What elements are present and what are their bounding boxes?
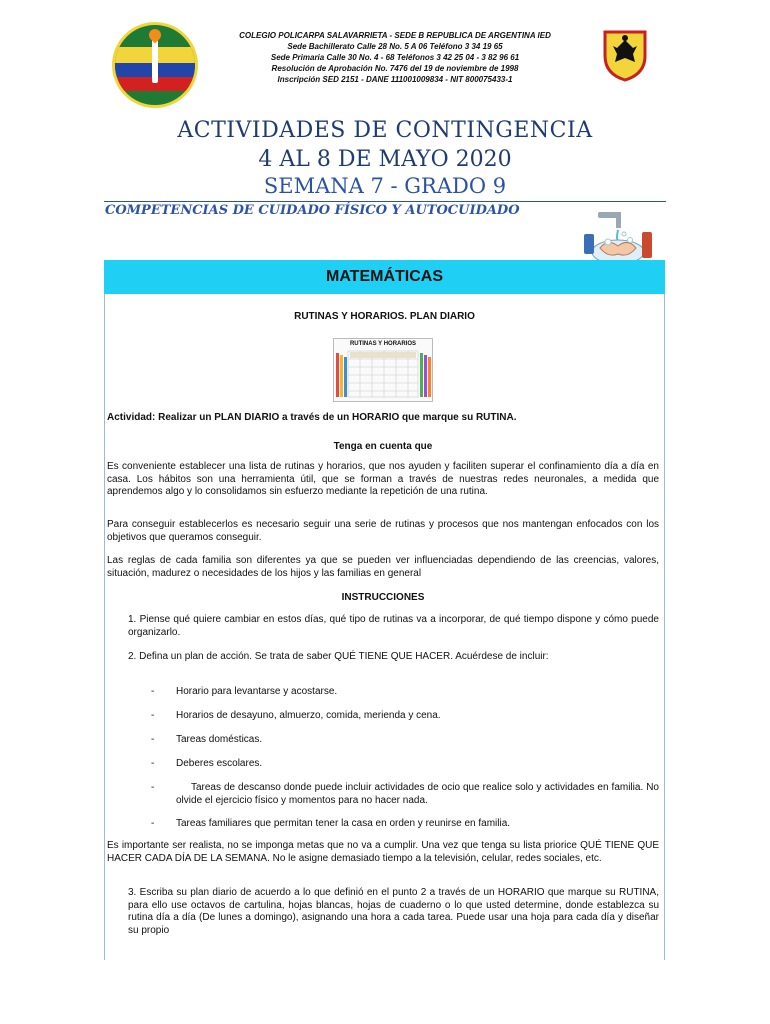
paragraph-1: Es conveniente establecer una lista de rutinas y horarios, que nos ayuden y faciliten superar el confinamiento día a día en casa. Los hábitos son una herramienta útil, que se forman a través de nuestras redes neuronales, a medida que aprendemos algo y lo consolidamos sin esfuerzo mediante la repetición de una rutina.: [107, 461, 659, 497]
bullet-dash: -: [151, 818, 155, 829]
instruction-step-3: 3. Escriba su plan diario de acuerdo a lo que definió en el punto 2 a través de un HORARIO que marque su RUTINA, para ello use octavos de cartulina, hojas blancas, hojas de cuaderno o lo que usted determine, donde establezca su rutina día a día (De lunes a domingo), asignando una hora a cada tarea. Puede usar una hoja para cada día y diseñar su propio: [128, 887, 659, 936]
paragraph-4: Es importante ser realista, no se imponga metas que no va a cumplir. Una vez que tenga su lista priorice QUÉ TIENE QUE HACER CADA DÍA DE LA SEMANA. No le asigne demasiado tiempo a la televisión, celular, redes sociales, etc.: [107, 840, 659, 864]
routines-schedule-poster-image: [333, 338, 433, 402]
title-divider: [104, 201, 666, 202]
bullet-dash: -: [151, 782, 155, 793]
bullet-dash: -: [151, 734, 155, 745]
bogota-coat-of-arms-logo: [597, 26, 653, 82]
activity-statement: Actividad: Realizar un PLAN DIARIO a través de un HORARIO que marque su RUTINA.: [107, 412, 517, 423]
header-line-4: Resolución de Aprobación No. 7476 del 19 de noviembre de 1998: [271, 64, 519, 73]
school-crest-logo: [112, 22, 198, 108]
bullet-dash: -: [151, 758, 155, 769]
header-line-3: Sede Primaria Calle 30 No. 4 - 68 Teléfonos 3 42 25 04 - 3 82 96 61: [270, 53, 520, 62]
bullet-item: Deberes escolares.: [176, 758, 263, 769]
tenga-en-cuenta-heading: Tenga en cuenta que: [333, 441, 433, 452]
bullet-item: Tareas familiares que permitan tener la casa en orden y reunirse en familia.: [176, 818, 511, 829]
header-line-1: COLEGIO POLICARPA SALAVARRIETA - SEDE B REPUBLICA DE ARGENTINA IED: [239, 31, 551, 40]
paragraph-2: Para conseguir establecerlos es necesario seguir una serie de rutinas y procesos que nos mantengan enfocados con los objetivos que queramos conseguir.: [107, 519, 659, 543]
instruction-step-1: 1. Piense qué quiere cambiar en estos días, qué tipo de rutinas va a incorporar, de qué tiempo dispone y cómo puede organizarlo.: [128, 614, 659, 638]
paragraph-3: Las reglas de cada familia son diferentes ya que se pueden ver influenciadas dependiendo de las creencias, valores, situación, madurez o necesidades de los hijos y las familias en general: [107, 555, 659, 579]
competencias-heading: COMPETENCIAS DE CUIDADO FÍSICO Y AUTOCUIDADO: [105, 203, 520, 218]
bullet-item: Tareas de descanso donde puede incluir actividades de ocio que realice solo y actividades en familia. No olvide el ejercicio físico y momentos para no hacer nada.: [176, 782, 662, 806]
bullet-item: Tareas domésticas.: [176, 734, 263, 745]
header-line-2: Sede Bachillerato Calle 28 No. 5 A 06 Teléfono 3 34 19 65: [287, 42, 503, 51]
instruction-step-2: 2. Defina un plan de acción. Se trata de saber QUÉ TIENE QUE HACER. Acuérdese de incluir:: [128, 651, 549, 662]
subject-heading: MATEMÁTICAS: [104, 260, 665, 294]
title-line-1: ACTIVIDADES DE CONTINGENCIA: [177, 118, 593, 143]
bullet-dash: -: [151, 710, 155, 721]
bullet-dash: -: [151, 686, 155, 697]
bullet-item: Horario para levantarse y acostarse.: [176, 686, 338, 697]
instrucciones-heading: INSTRUCCIONES: [341, 592, 425, 603]
section-subtitle: RUTINAS Y HORARIOS. PLAN DIARIO: [294, 311, 475, 322]
title-line-2: 4 AL 8 DE MAYO 2020: [258, 147, 512, 172]
header-line-5: Inscripción SED 2151 - DANE 111001009834 - NIT 800075433-1: [277, 75, 513, 84]
title-line-3: SEMANA 7 - GRADO 9: [263, 174, 507, 198]
bullet-item: Horarios de desayuno, almuerzo, comida, merienda y cena.: [176, 710, 441, 721]
poster-title: RUTINAS Y HORARIOS: [349, 341, 417, 347]
